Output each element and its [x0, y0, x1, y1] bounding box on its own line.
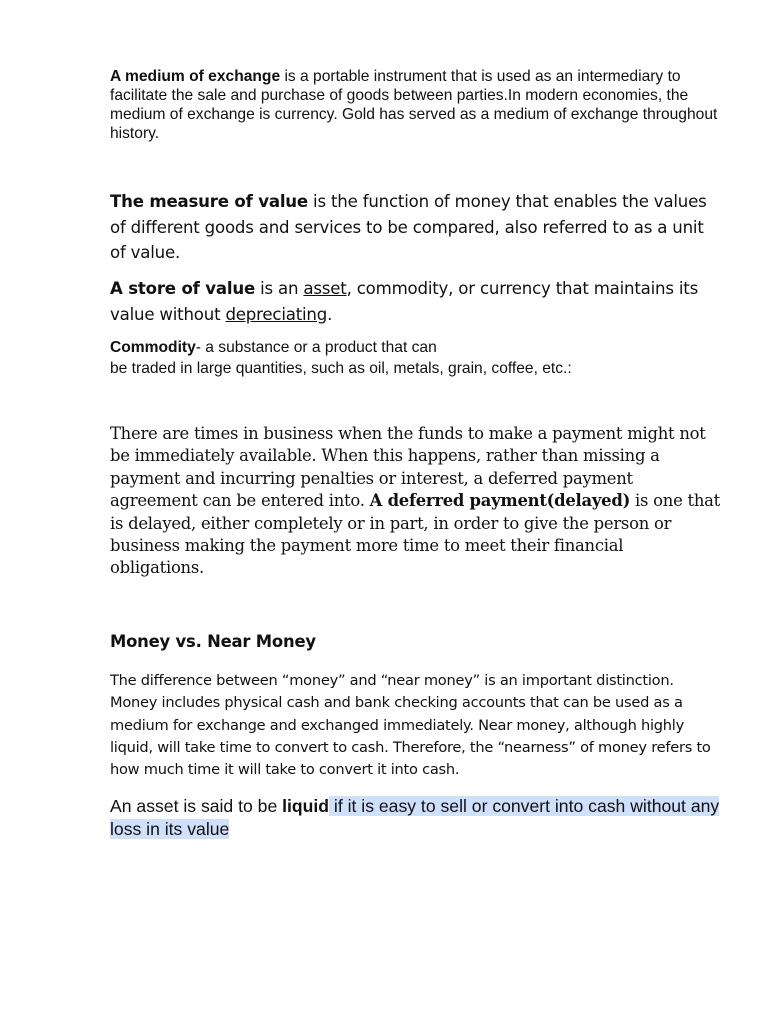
measure-of-value-term: The measure of value: [110, 192, 308, 211]
liquid-intro: An asset is said to be: [110, 796, 283, 816]
store-of-value-text-1: is an: [255, 279, 304, 298]
commodity-definition-line-2: be traded in large quantities, such as oil, metals, grain, coffee, etc.:: [110, 360, 572, 377]
money-vs-near-money-heading: [110, 631, 720, 653]
medium-of-exchange-term: A medium of exchange: [110, 68, 281, 85]
asset-link[interactable]: asset: [303, 279, 347, 298]
commodity-term: Commodity: [110, 339, 196, 356]
near-money-paragraph: The difference between “money” and “near money” is an important distinction. Money includes physical cash and bank checking accounts that can be used as a medium for exchange and exchanged immediately. Near money, although highly liquid, will take time to convert to cash. Therefore, the “nearness” of money refers to how much time it will take to convert it into cash.: [110, 672, 711, 779]
highlighted-selection[interactable]: if it is easy to sell or convert into cash without any loss in its value: [110, 796, 720, 839]
measure-of-value-definition: is the function of money that enables the values of different goods and services to be compared, also referred to as a unit of value.: [110, 192, 707, 262]
measure-of-value-paragraph: [110, 189, 720, 266]
deferred-payment-definition: is one that is delayed, either completely or in part, in order to give the person or business making the payment more time to meet their financial obligations.: [110, 491, 720, 578]
depreciating-link[interactable]: depreciating: [225, 304, 328, 324]
deferred-payment-term: A deferred payment(delayed): [369, 491, 631, 511]
heading-text: Money vs. Near Money: [110, 632, 316, 651]
commodity-definition-line-1: - a substance or a product that can: [195, 339, 437, 356]
liquid-asset-paragraph: [110, 795, 720, 840]
liquid-term: liquid: [282, 796, 330, 816]
store-of-value-term: A store of value: [110, 279, 256, 298]
medium-of-exchange-paragraph: [110, 67, 720, 143]
medium-of-exchange-definition: is a portable instrument that is used as an intermediary to facilitate the sale and purchase of goods between parties.In modern economies, the medium of exchange is currency. Gold has served as a medium of exchange throughout history.: [110, 68, 718, 142]
commodity-paragraph: [110, 337, 720, 379]
deferred-payment-paragraph: [110, 423, 722, 580]
store-of-value-paragraph: [110, 276, 720, 327]
store-of-value-text-3: .: [327, 304, 333, 324]
deferred-payment-intro: There are times in business when the funds to make a payment might not be immediately available. When this happens, rather than missing a payment and incurring penalties or interest, a deferred payment agreement can be entered into.: [110, 424, 706, 511]
store-of-value-text-2: , commodity, or currency that maintains its value without: [110, 279, 699, 324]
